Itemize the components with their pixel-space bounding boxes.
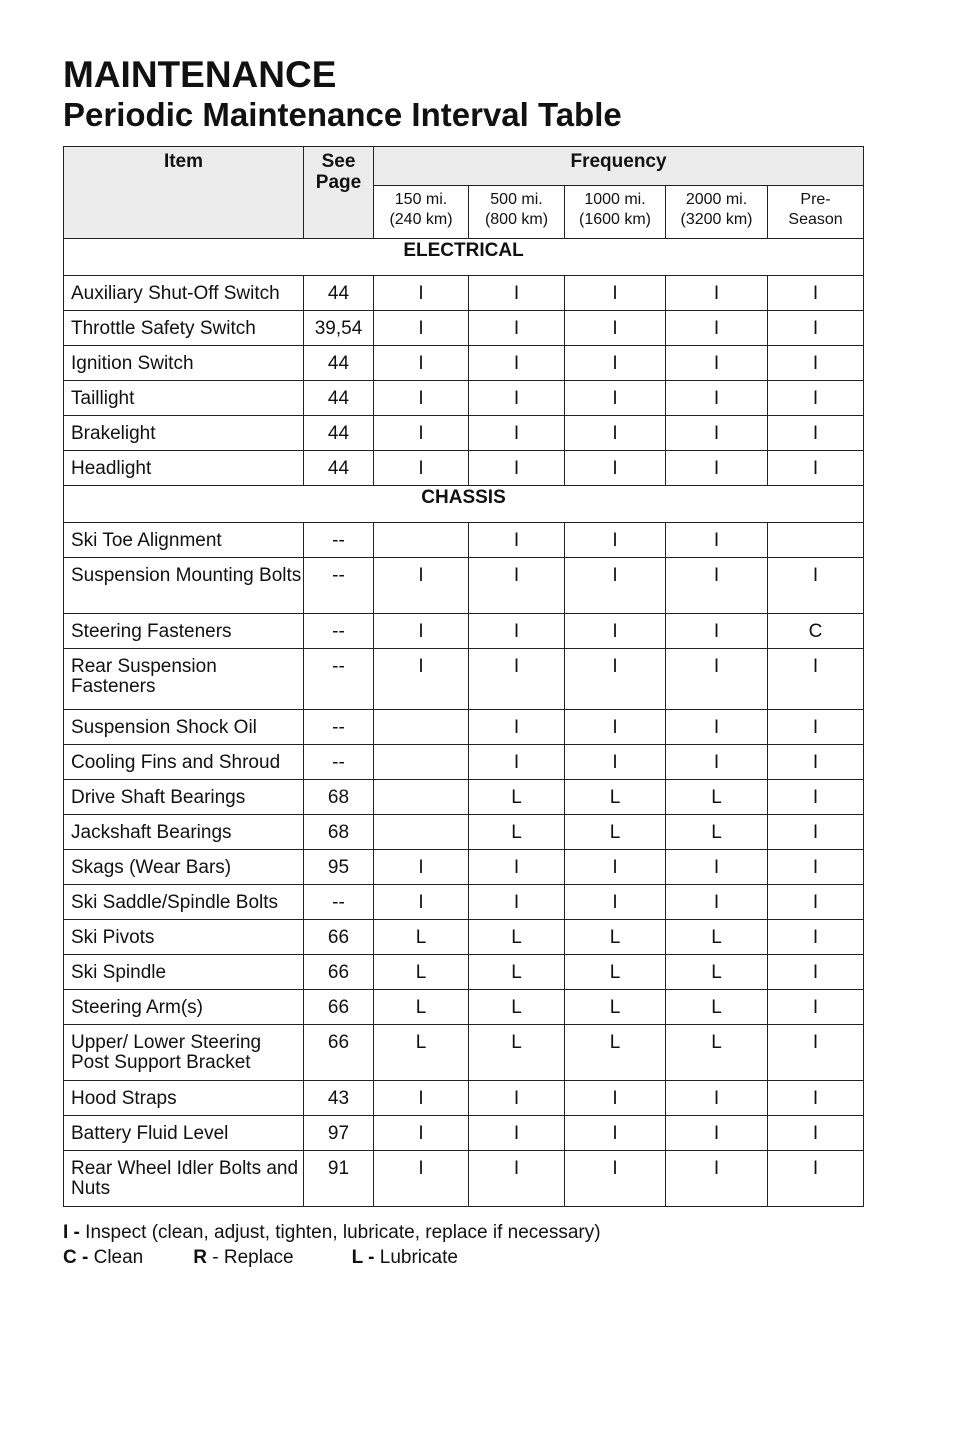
legend-text-clean: Clean — [88, 1247, 144, 1268]
table-row — [64, 1151, 864, 1207]
frequency-cell: I — [374, 649, 469, 710]
legend-key-lubricate: L - — [351, 1247, 375, 1268]
legend-key-clean: C - — [63, 1247, 89, 1268]
table-row — [64, 780, 864, 815]
item-name: Ski Toe Alignment — [64, 523, 304, 558]
legend — [63, 1220, 601, 1270]
see-page-cell: -- — [304, 649, 374, 710]
item-name: Steering Arm(s) — [64, 990, 304, 1025]
frequency-cell: I — [666, 523, 768, 558]
frequency-cell: I — [469, 745, 565, 780]
interval-header — [565, 186, 666, 239]
frequency-cell: I — [666, 614, 768, 649]
see-page-cell: 44 — [304, 276, 374, 311]
item-name: Steering Fasteners — [64, 614, 304, 649]
frequency-cell: I — [666, 710, 768, 745]
frequency-cell: I — [666, 885, 768, 920]
frequency-cell: I — [768, 381, 864, 416]
see-page-cell: 39,54 — [304, 311, 374, 346]
item-name: Suspension Shock Oil — [64, 710, 304, 745]
interval-label-secondary: (800 km) — [484, 211, 549, 228]
frequency-cell: I — [374, 346, 469, 381]
table-row — [64, 745, 864, 780]
item-name: Throttle Safety Switch — [64, 311, 304, 346]
item-name: Suspension Mounting Bolts — [64, 558, 304, 614]
frequency-cell — [768, 523, 864, 558]
frequency-cell: I — [469, 1151, 565, 1207]
column-header-see-page — [304, 147, 374, 239]
interval-label-primary: 150 mi. — [394, 191, 448, 208]
frequency-cell: I — [768, 710, 864, 745]
frequency-cell: I — [374, 381, 469, 416]
frequency-cell: I — [768, 990, 864, 1025]
see-page-cell: 95 — [304, 850, 374, 885]
frequency-cell: I — [768, 416, 864, 451]
interval-header — [768, 186, 864, 239]
see-page-cell: 43 — [304, 1081, 374, 1116]
frequency-cell: I — [374, 614, 469, 649]
item-name: Brakelight — [64, 416, 304, 451]
column-header-page: Page — [315, 172, 362, 193]
table-row — [64, 558, 864, 614]
frequency-cell: I — [666, 311, 768, 346]
frequency-cell: I — [374, 1151, 469, 1207]
frequency-cell: I — [666, 381, 768, 416]
frequency-cell — [374, 780, 469, 815]
column-header-see: See — [321, 151, 356, 172]
frequency-cell: L — [666, 955, 768, 990]
frequency-cell — [374, 710, 469, 745]
frequency-cell: I — [469, 1116, 565, 1151]
frequency-cell: I — [666, 1116, 768, 1151]
frequency-cell: I — [768, 451, 864, 486]
frequency-cell: I — [565, 649, 666, 710]
frequency-cell — [374, 745, 469, 780]
see-page-cell: 44 — [304, 416, 374, 451]
frequency-cell: I — [565, 276, 666, 311]
table-row — [64, 276, 864, 311]
frequency-cell: L — [565, 955, 666, 990]
table-row — [64, 815, 864, 850]
item-name: Ski Spindle — [64, 955, 304, 990]
frequency-cell: L — [565, 1025, 666, 1081]
frequency-cell: I — [374, 885, 469, 920]
frequency-cell: I — [469, 885, 565, 920]
frequency-cell: I — [666, 745, 768, 780]
frequency-cell: L — [666, 990, 768, 1025]
see-page-cell: 91 — [304, 1151, 374, 1207]
item-name: Upper/ Lower Steering Post Support Bracket — [64, 1025, 304, 1081]
frequency-cell: I — [374, 451, 469, 486]
interval-label-secondary: (1600 km) — [578, 211, 652, 228]
frequency-cell: I — [565, 1151, 666, 1207]
section-row — [64, 239, 864, 276]
see-page-cell: 66 — [304, 920, 374, 955]
frequency-cell: L — [469, 990, 565, 1025]
frequency-cell: L — [374, 955, 469, 990]
frequency-cell: I — [565, 850, 666, 885]
frequency-cell: I — [565, 558, 666, 614]
frequency-cell: I — [374, 416, 469, 451]
frequency-cell: I — [768, 955, 864, 990]
legend-text-inspect: Inspect (clean, adjust, tighten, lubricate, replace if necessary) — [79, 1222, 601, 1243]
interval-label-secondary: (240 km) — [389, 211, 453, 228]
item-name: Ski Pivots — [64, 920, 304, 955]
maintenance-table — [63, 146, 864, 1207]
interval-label-primary: 1000 mi. — [584, 191, 646, 208]
frequency-cell: I — [768, 850, 864, 885]
frequency-cell: I — [666, 1151, 768, 1207]
frequency-cell: I — [666, 1081, 768, 1116]
frequency-cell: L — [374, 1025, 469, 1081]
see-page-cell: -- — [304, 523, 374, 558]
frequency-cell: I — [469, 276, 565, 311]
see-page-cell: -- — [304, 885, 374, 920]
page-title: MAINTENANCE — [63, 54, 337, 95]
frequency-cell: I — [768, 920, 864, 955]
table-row — [64, 649, 864, 710]
frequency-cell — [374, 523, 469, 558]
table-row — [64, 710, 864, 745]
frequency-cell: I — [565, 885, 666, 920]
table-row — [64, 990, 864, 1025]
frequency-cell: I — [469, 346, 565, 381]
frequency-cell: I — [768, 1116, 864, 1151]
frequency-cell: L — [666, 815, 768, 850]
frequency-cell: I — [768, 780, 864, 815]
item-name: Hood Straps — [64, 1081, 304, 1116]
column-header-frequency: Frequency — [374, 147, 864, 186]
page-subtitle: Periodic Maintenance Interval Table — [63, 96, 622, 133]
frequency-cell: L — [565, 780, 666, 815]
legend-text-replace: - Replace — [206, 1247, 294, 1268]
see-page-cell: 44 — [304, 451, 374, 486]
frequency-cell: I — [469, 850, 565, 885]
frequency-cell: L — [469, 780, 565, 815]
table-row — [64, 850, 864, 885]
legend-line-other — [63, 1245, 601, 1270]
frequency-cell: I — [768, 885, 864, 920]
frequency-cell: I — [768, 311, 864, 346]
frequency-cell: I — [374, 558, 469, 614]
item-name: Rear Suspension Fasteners — [64, 649, 304, 710]
item-name: Rear Wheel Idler Bolts and Nuts — [64, 1151, 304, 1207]
frequency-cell: I — [374, 311, 469, 346]
legend-key-inspect: I - — [63, 1222, 80, 1243]
frequency-cell: I — [666, 276, 768, 311]
frequency-cell: I — [768, 649, 864, 710]
table-row — [64, 311, 864, 346]
frequency-cell: I — [768, 558, 864, 614]
frequency-cell: I — [768, 1025, 864, 1081]
see-page-cell: 68 — [304, 780, 374, 815]
frequency-cell: I — [469, 416, 565, 451]
table-row — [64, 885, 864, 920]
interval-label-primary: 2000 mi. — [685, 191, 748, 208]
frequency-cell: L — [469, 815, 565, 850]
frequency-cell: L — [666, 780, 768, 815]
see-page-cell: -- — [304, 745, 374, 780]
frequency-cell: I — [565, 311, 666, 346]
frequency-cell — [374, 815, 469, 850]
frequency-cell: I — [666, 416, 768, 451]
frequency-cell: I — [374, 1116, 469, 1151]
frequency-cell: I — [666, 649, 768, 710]
frequency-cell: I — [469, 311, 565, 346]
see-page-cell: 97 — [304, 1116, 374, 1151]
item-name: Battery Fluid Level — [64, 1116, 304, 1151]
see-page-cell: 68 — [304, 815, 374, 850]
item-name: Taillight — [64, 381, 304, 416]
interval-header — [374, 186, 469, 239]
frequency-cell: I — [374, 1081, 469, 1116]
item-name: Skags (Wear Bars) — [64, 850, 304, 885]
frequency-cell: I — [374, 850, 469, 885]
frequency-cell: I — [565, 614, 666, 649]
frequency-cell: I — [469, 451, 565, 486]
frequency-cell: I — [469, 558, 565, 614]
section-title: ELECTRICAL — [64, 239, 864, 276]
frequency-cell: L — [666, 1025, 768, 1081]
frequency-cell: I — [565, 745, 666, 780]
see-page-cell: 66 — [304, 990, 374, 1025]
item-name: Ski Saddle/Spindle Bolts — [64, 885, 304, 920]
frequency-cell: L — [565, 990, 666, 1025]
table-row — [64, 1081, 864, 1116]
interval-label-secondary: (3200 km) — [680, 211, 753, 228]
frequency-cell: I — [469, 1081, 565, 1116]
frequency-cell: I — [374, 276, 469, 311]
interval-header — [666, 186, 768, 239]
frequency-cell: I — [768, 815, 864, 850]
table-row — [64, 955, 864, 990]
frequency-cell: L — [374, 920, 469, 955]
frequency-cell: I — [666, 451, 768, 486]
table-row — [64, 346, 864, 381]
table-row — [64, 1116, 864, 1151]
frequency-cell: L — [565, 920, 666, 955]
item-name: Ignition Switch — [64, 346, 304, 381]
item-name: Headlight — [64, 451, 304, 486]
see-page-cell: -- — [304, 558, 374, 614]
see-page-cell: 66 — [304, 955, 374, 990]
interval-label-primary: Pre- — [800, 191, 831, 208]
see-page-cell: -- — [304, 614, 374, 649]
section-title: CHASSIS — [64, 486, 864, 523]
frequency-cell: I — [768, 1081, 864, 1116]
item-name: Jackshaft Bearings — [64, 815, 304, 850]
frequency-cell: L — [469, 955, 565, 990]
frequency-cell: L — [565, 815, 666, 850]
frequency-cell: I — [565, 710, 666, 745]
frequency-cell: I — [768, 346, 864, 381]
frequency-cell: I — [768, 276, 864, 311]
frequency-cell: C — [768, 614, 864, 649]
frequency-cell: L — [469, 920, 565, 955]
see-page-cell: 66 — [304, 1025, 374, 1081]
table-row — [64, 381, 864, 416]
table-row — [64, 614, 864, 649]
see-page-cell: -- — [304, 710, 374, 745]
see-page-cell: 44 — [304, 381, 374, 416]
page-header — [63, 54, 863, 134]
frequency-cell: I — [565, 381, 666, 416]
interval-header — [469, 186, 565, 239]
frequency-cell: I — [565, 416, 666, 451]
legend-line-inspect — [63, 1220, 601, 1245]
table-row — [64, 416, 864, 451]
interval-label-primary: 500 mi. — [490, 191, 543, 208]
frequency-cell: I — [666, 850, 768, 885]
legend-text-lubricate: Lubricate — [374, 1247, 458, 1268]
frequency-cell: I — [469, 710, 565, 745]
frequency-cell: I — [768, 745, 864, 780]
frequency-cell: I — [666, 558, 768, 614]
frequency-cell: I — [469, 523, 565, 558]
table-row — [64, 451, 864, 486]
interval-label-secondary: Season — [788, 211, 843, 228]
table-row — [64, 523, 864, 558]
frequency-cell: L — [374, 990, 469, 1025]
table-row — [64, 920, 864, 955]
frequency-cell: I — [469, 649, 565, 710]
frequency-cell: L — [469, 1025, 565, 1081]
frequency-cell: I — [469, 614, 565, 649]
item-name: Auxiliary Shut-Off Switch — [64, 276, 304, 311]
frequency-cell: I — [565, 1116, 666, 1151]
frequency-cell: L — [666, 920, 768, 955]
legend-key-replace: R — [193, 1247, 207, 1268]
see-page-cell: 44 — [304, 346, 374, 381]
frequency-cell: I — [768, 1151, 864, 1207]
item-name: Drive Shaft Bearings — [64, 780, 304, 815]
section-row — [64, 486, 864, 523]
frequency-cell: I — [565, 523, 666, 558]
frequency-cell: I — [469, 381, 565, 416]
frequency-cell: I — [565, 1081, 666, 1116]
item-name: Cooling Fins and Shroud — [64, 745, 304, 780]
frequency-cell: I — [565, 346, 666, 381]
column-header-item: Item — [64, 147, 304, 239]
frequency-cell: I — [565, 451, 666, 486]
frequency-cell: I — [666, 346, 768, 381]
table-row — [64, 1025, 864, 1081]
